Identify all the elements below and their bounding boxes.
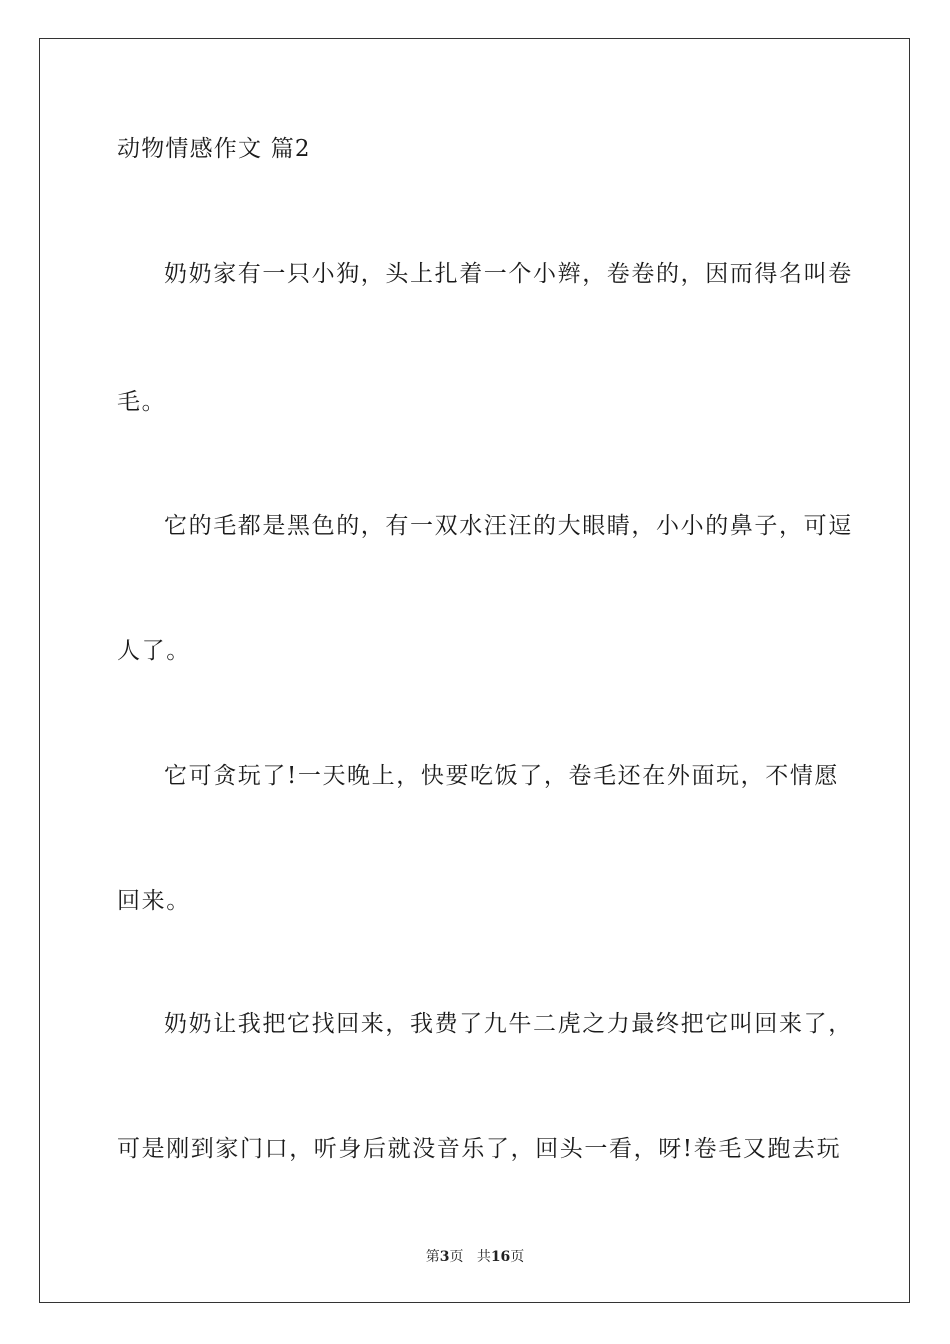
paragraph-1-line-1: 奶奶家有一只小狗，头上扎着一个小辫，卷卷的，因而得名叫卷 xyxy=(164,261,853,287)
paragraph-3-line-2: 回来。 xyxy=(117,888,191,914)
paragraph-1-line-2: 毛。 xyxy=(117,389,167,415)
total-page-count: 16 xyxy=(490,1249,511,1265)
paragraph-4-line-1: 奶奶让我把它找回来，我费了九牛二虎之力最终把它叫回来了， xyxy=(164,1011,853,1037)
page-border xyxy=(39,38,910,1303)
paragraph-3-line-1: 它可贪玩了!一天晚上，快要吃饭了，卷毛还在外面玩，不情愿 xyxy=(164,763,840,789)
footer-page-word: 页 xyxy=(449,1249,464,1265)
paragraph-4-line-2: 可是刚到家门口，听身后就没音乐了，回头一看，呀!卷毛又跑去玩 xyxy=(117,1136,842,1162)
document-title: 动物情感作文 篇2 xyxy=(117,136,311,162)
paragraph-2-line-1: 它的毛都是黑色的，有一双水汪汪的大眼睛，小小的鼻子，可逗 xyxy=(164,513,853,539)
footer-total-prefix: 共 xyxy=(476,1249,491,1265)
paragraph-2-line-2: 人了。 xyxy=(117,638,191,664)
footer-total-suffix: 页 xyxy=(510,1249,525,1265)
footer-prefix: 第 xyxy=(425,1249,440,1265)
page-footer xyxy=(0,1248,950,1266)
current-page-number: 3 xyxy=(439,1249,450,1265)
